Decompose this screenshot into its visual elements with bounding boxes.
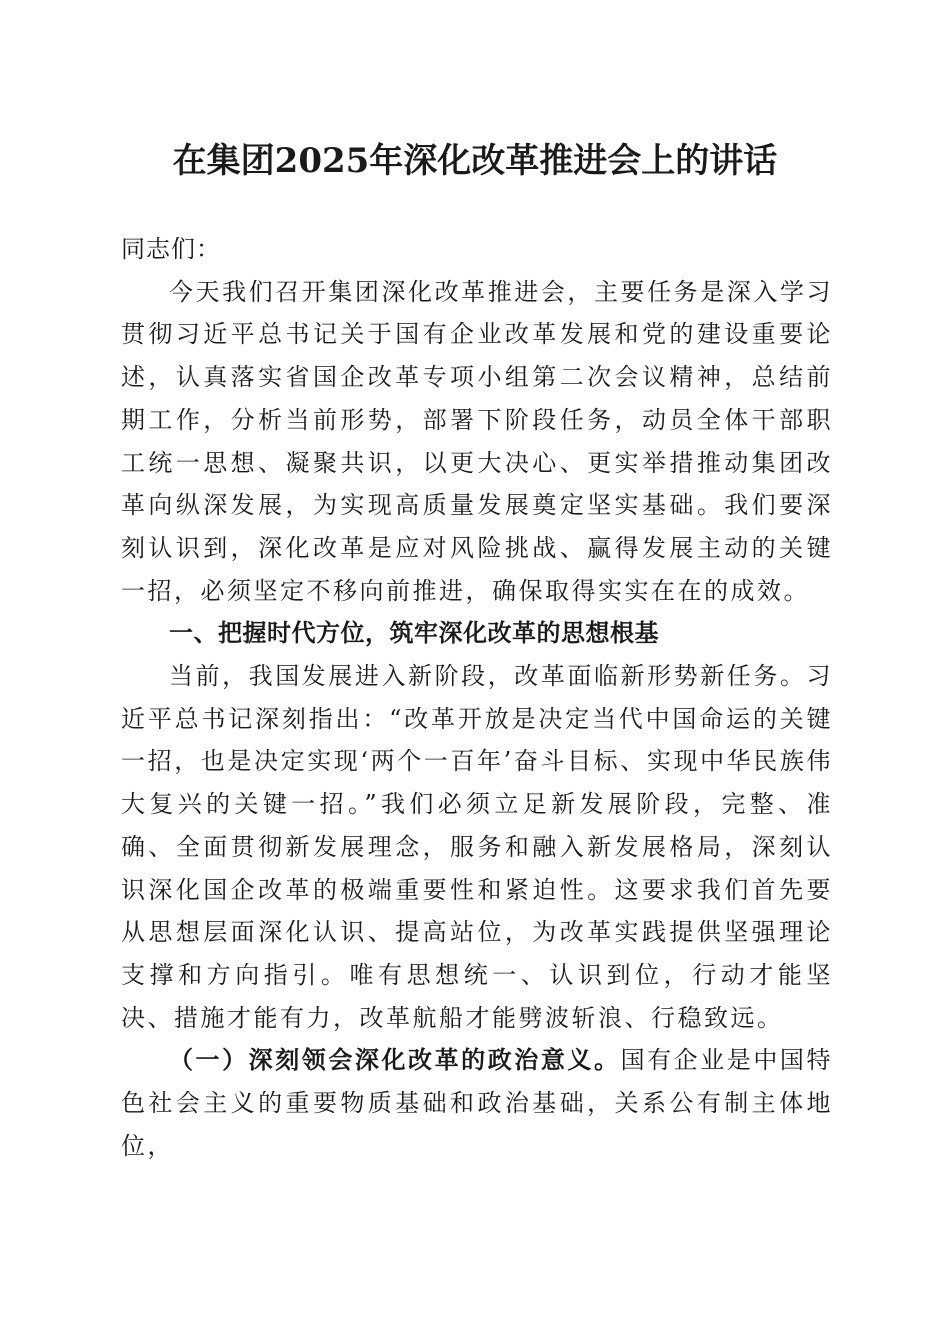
intro-paragraph: 今天我们召开集团深化改革推进会，主要任务是深入学习贯彻习近平总书记关于国有企业改革发展和党的建设重要论述，认真落实省国企改革专项小组第二次会议精神，总结前期工作，分析当前形势，部署下阶段任务，动员全体干部职工统一思想、凝聚共识，以更大决心、更实举措推动集团改革向纵深发展，为实现高质量发展奠定坚实基础。我们要深刻认识到，深化改革是应对风险挑战、赢得发展主动的关键一招，必须坚定不移向前推进，确保取得实实在在的成效。	[121, 277, 833, 605]
document-body	[121, 228, 833, 1167]
subsection-paragraph-1	[121, 1039, 833, 1167]
section-paragraph-1: 当前，我国发展进入新阶段，改革面临新形势新任务。习近平总书记深刻指出：“改革开放是决定当代中国命运的关键一招，也是决定实现‘两个一百年’奋斗目标、实现中华民族伟大复兴的关键一招。”我们必须立足新发展阶段，完整、准确、全面贯彻新发展理念，服务和融入新发展格局，深刻认识深化国企改革的极端重要性和紧迫性。这要求我们首先要从思想层面深化认识、提高站位，为改革实践提供坚强理论支撑和方向指引。唯有思想统一、认识到位，行动才能坚决、措施才能有力，改革航船才能劈波斩浪、行稳致远。	[121, 662, 833, 1032]
subsection-heading-1: （一）深刻领会深化改革的政治意义。	[169, 1045, 621, 1075]
salutation: 同志们：	[121, 235, 221, 263]
subsection-text-1: 国有企业是中国特色社会主义的重要物质基础和政治基础，关系公有制主体地位，	[121, 1046, 833, 1160]
document-title: 在集团2025年深化改革推进会上的讲话	[172, 141, 778, 181]
section-heading-1: 一、把握时代方位，筑牢深化改革的思想根基	[169, 619, 659, 648]
